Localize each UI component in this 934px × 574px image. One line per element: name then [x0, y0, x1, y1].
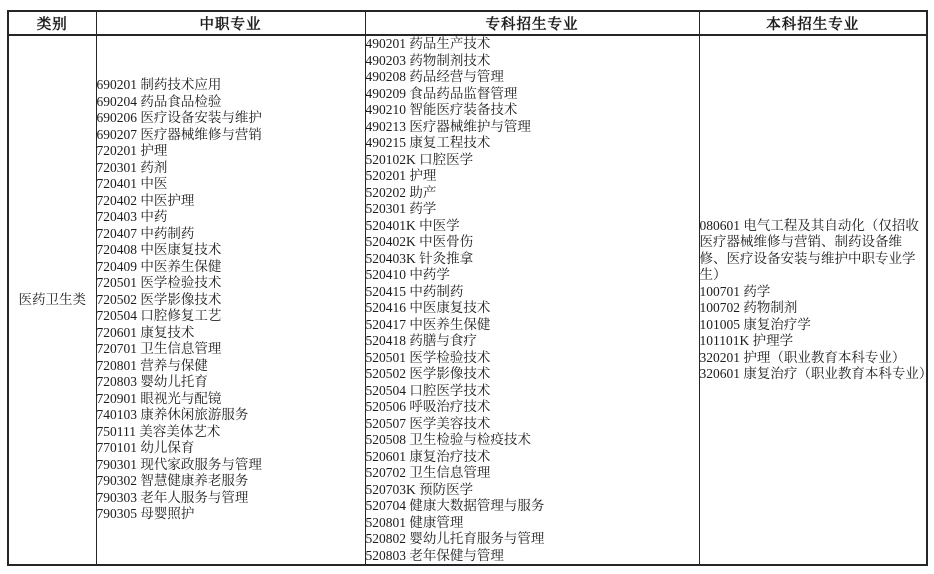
major-line: 520506 呼吸治疗技术: [365, 399, 491, 414]
major-line: 520703K 预防医学: [365, 481, 474, 497]
major-line: 520102K 口腔医学: [365, 151, 474, 167]
major-line: 101101K 护理学: [699, 333, 794, 348]
major-line: 520801 健康管理: [365, 514, 464, 530]
major-line: 720403 中药: [96, 209, 168, 225]
major-line: 490213 医疗器械维护与管理: [365, 118, 531, 134]
table-row: [8, 35, 927, 565]
major-line: 320201 护理（职业教育本科专业）: [699, 349, 906, 365]
major-line: 750111 美容美体艺术: [96, 423, 221, 439]
major-line: 720901 眼视光与配镜: [96, 390, 222, 406]
major-line: 520402K 中医骨伤: [365, 234, 474, 249]
major-line: 520301 药学: [365, 201, 437, 216]
major-line: 520502 医学影像技术: [365, 366, 491, 381]
major-line: 520504 口腔医学技术: [365, 382, 491, 398]
major-line: 520403K 针灸推拿: [365, 250, 474, 266]
major-line: 720504 口腔修复工艺: [96, 308, 222, 324]
column-header-zhuanke: 专科招生专业: [365, 11, 699, 35]
major-line: 720201 护理: [96, 143, 168, 159]
major-line: 520202 助产: [365, 184, 437, 200]
major-line: 520415 中药制药: [365, 283, 464, 299]
major-line: 720401 中医: [96, 176, 168, 192]
major-line: 720701 卫生信息管理: [96, 341, 222, 357]
major-line: 520410 中药学: [365, 267, 450, 282]
major-line: 790302 智慧健康养老服务: [96, 473, 249, 489]
major-line: 720402 中医护理: [96, 192, 195, 208]
major-line: 720501 医学检验技术: [96, 275, 222, 291]
major-line: 520418 药膳与食疗: [365, 333, 477, 348]
major-line: 720601 康复技术: [96, 324, 195, 340]
major-line: 740103 康养休闲旅游服务: [96, 407, 249, 423]
major-line: 720801 营养与保健: [96, 357, 208, 373]
major-line: 520702 卫生信息管理: [365, 465, 491, 480]
major-line: 520507 医学美容技术: [365, 415, 491, 431]
column-header-zhongzhi: 中职专业: [96, 11, 365, 35]
category-cell: 医药卫生类: [8, 35, 96, 565]
major-line: 790305 母婴照护: [96, 506, 195, 522]
major-line: 520401K 中医学: [365, 217, 460, 233]
major-line: 490201 药品生产技术: [365, 36, 491, 51]
benke-majors-cell: [699, 35, 933, 565]
major-line: 490209 食品药品监督管理: [365, 85, 518, 101]
major-line: 520704 健康大数据管理与服务: [365, 498, 545, 513]
major-line: 790303 老年人服务与管理: [96, 489, 249, 505]
major-line: 720408 中医康复技术: [96, 242, 222, 258]
major-line: 080601 电气工程及其自动化（仅招收医疗器械维修与营销、制药设备维修、医疗设备安装与维护中职专业学生）: [699, 217, 919, 282]
major-line: 490208 药品经营与管理: [365, 69, 504, 84]
major-line: 690201 制药技术应用: [96, 77, 222, 93]
major-line: 490215 康复工程技术: [365, 135, 491, 150]
zhongzhi-majors-cell: [96, 35, 365, 565]
major-line: 690206 医疗设备安装与维护: [96, 110, 262, 126]
major-line: 100701 药学: [699, 283, 771, 299]
majors-table: [7, 10, 933, 566]
major-line: 320601 康复治疗（职业教育本科专业）: [699, 366, 933, 381]
major-line: 770101 幼儿保育: [96, 440, 195, 456]
major-line: 520803 老年保健与管理: [365, 547, 504, 563]
major-line: 520201 护理: [365, 168, 437, 183]
major-line: 101005 康复治疗学: [699, 316, 811, 332]
major-line: 690204 药品食品检验: [96, 93, 222, 109]
major-line: 520416 中医康复技术: [365, 300, 491, 315]
major-line: 490203 药物制剂技术: [365, 52, 491, 68]
major-line: 520508 卫生检验与检疫技术: [365, 432, 531, 447]
header-row: [8, 11, 927, 35]
major-line: 490210 智能医疗装备技术: [365, 102, 518, 117]
zhuanke-majors-cell: [365, 35, 699, 565]
column-header-benke: 本科招生专业: [699, 11, 927, 35]
major-line: 520417 中医养生保健: [365, 316, 491, 332]
major-line: 520601 康复治疗技术: [365, 448, 491, 464]
major-line: 520802 婴幼儿托育服务与管理: [365, 531, 545, 546]
major-line: 720301 药剂: [96, 159, 168, 175]
major-line: 720803 婴幼儿托育: [96, 374, 208, 390]
major-line: 690207 医疗器械维修与营销: [96, 126, 262, 142]
major-line: 720409 中医养生保健: [96, 258, 222, 274]
column-header-category: 类别: [8, 11, 96, 35]
major-line: 720407 中药制药: [96, 225, 195, 241]
major-line: 520501 医学检验技术: [365, 349, 491, 365]
major-line: 720502 医学影像技术: [96, 291, 222, 307]
major-line: 790301 现代家政服务与管理: [96, 456, 262, 472]
major-line: 100702 药物制剂: [699, 300, 798, 315]
